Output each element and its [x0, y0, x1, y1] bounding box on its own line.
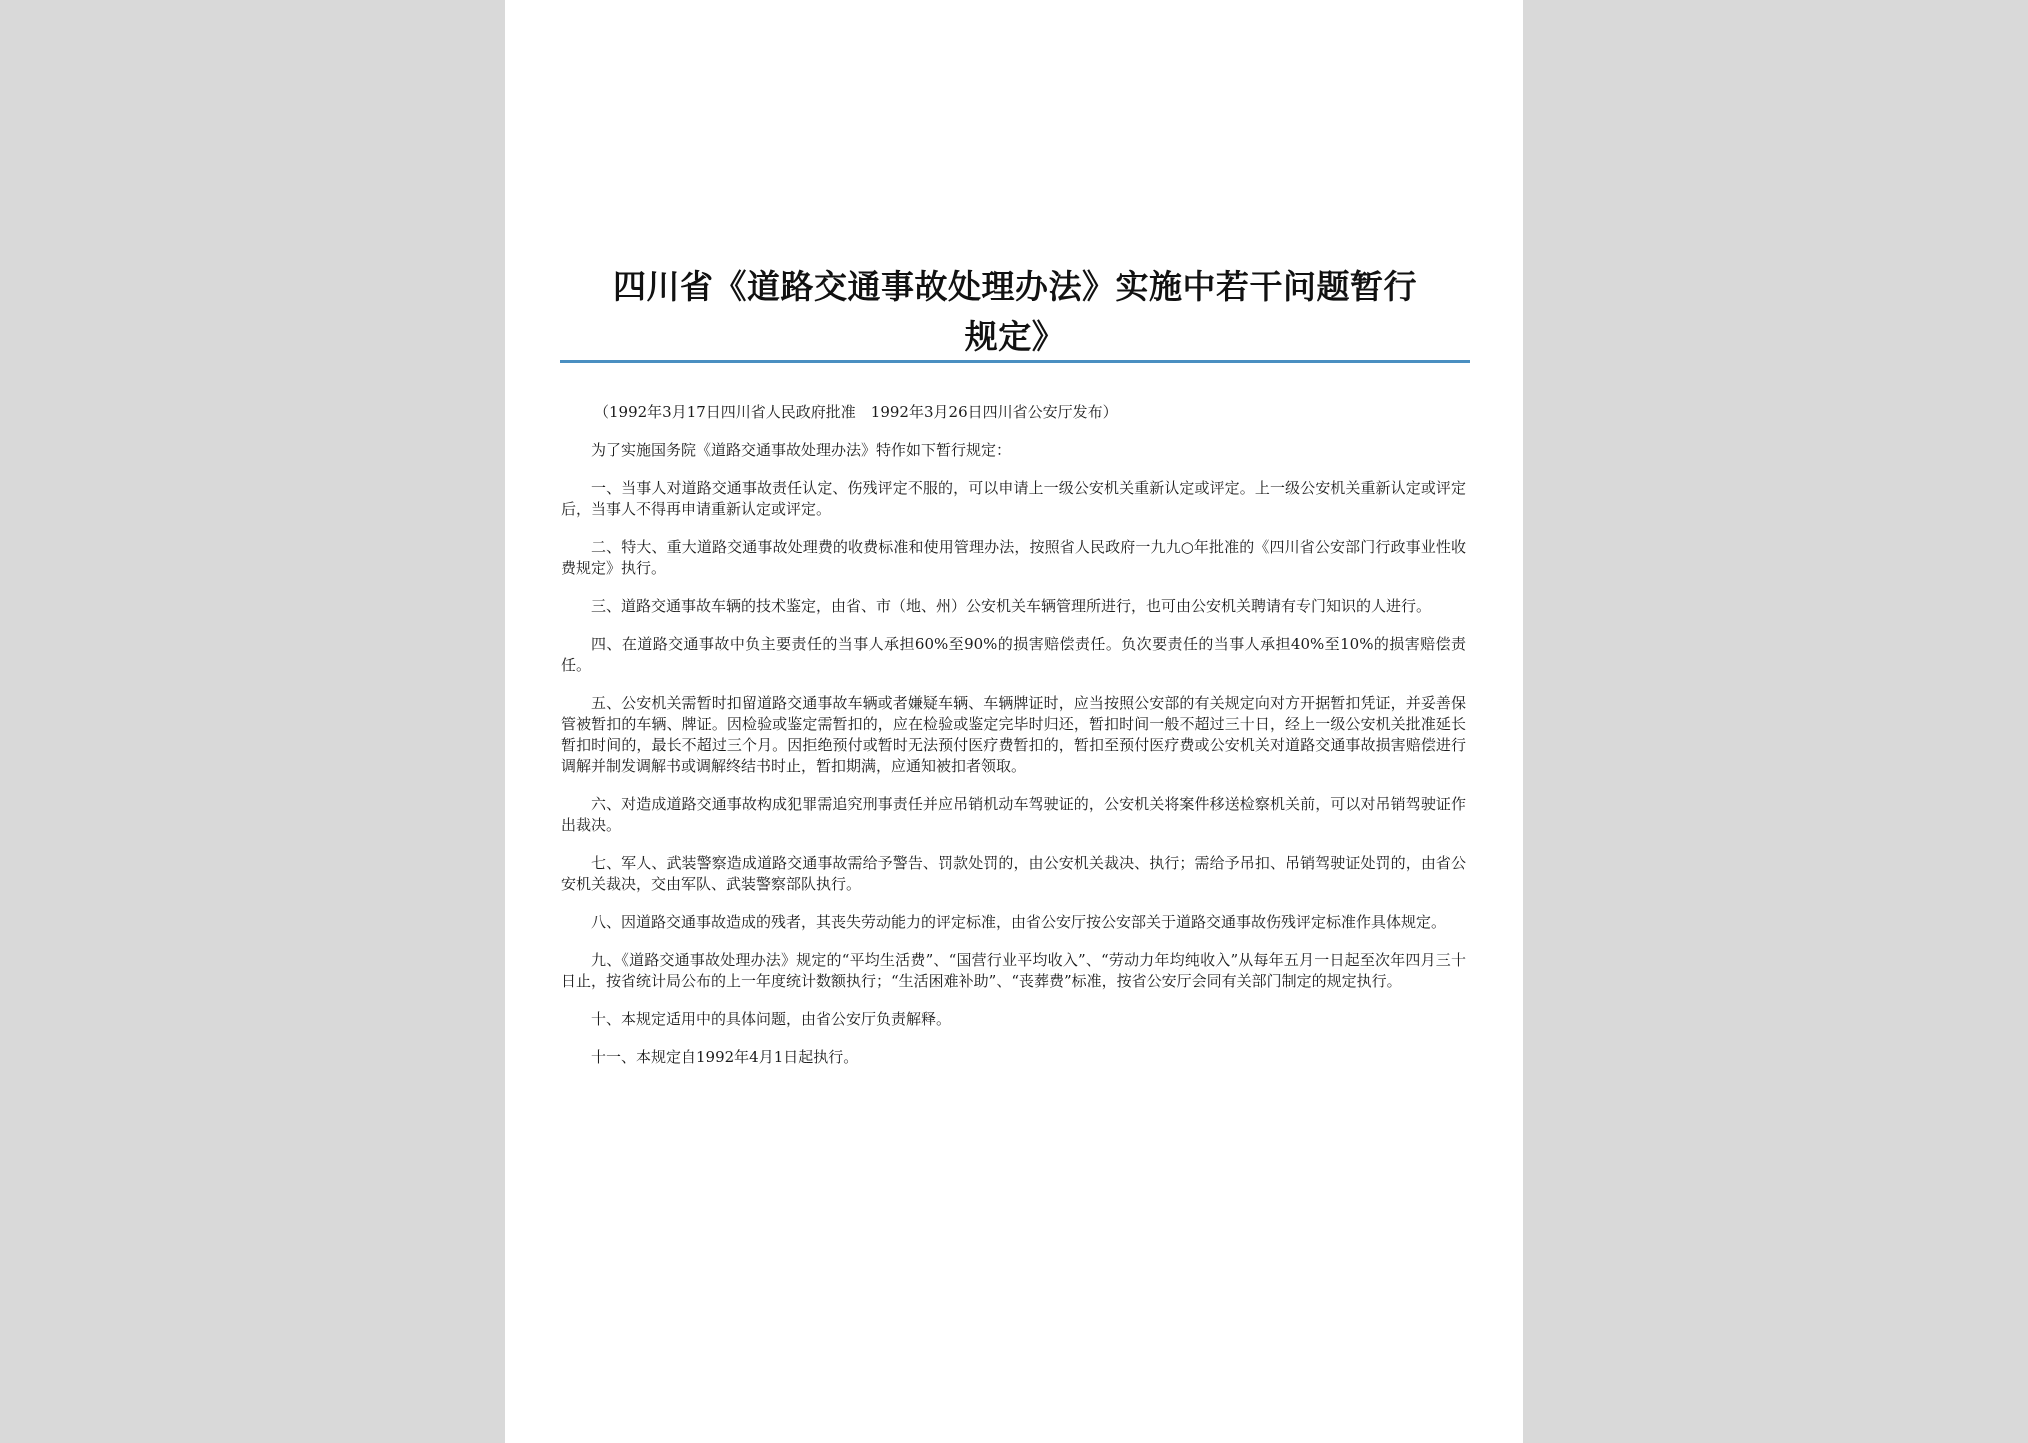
title-divider: [560, 360, 1470, 363]
article-10: 十、本规定适用中的具体问题，由省公安厅负责解释。: [591, 1010, 952, 1028]
intro-paragraph: 为了实施国务院《道路交通事故处理办法》特作如下暂行规定：: [591, 441, 1012, 459]
article-8: 八、因道路交通事故造成的残者，其丧失劳动能力的评定标准，由省公安厅按公安部关于道路交通事故伤残评定标准作具体规定。: [591, 913, 1447, 931]
article-2: 二、特大、重大道路交通事故处理费的收费标准和使用管理办法，按照省人民政府一九九○年批准的《四川省公安部门行政事业性收费规定》执行。: [561, 538, 1466, 577]
title-line-2: 规定》: [964, 317, 1066, 356]
issuance-info: （1992年3月17日四川省人民政府批准 1992年3月26日四川省公安厅发布）: [594, 403, 1118, 421]
document-body: [561, 402, 1466, 1085]
article-4: 四、在道路交通事故中负主要责任的当事人承担60%至90%的损害赔偿责任。负次要责任的当事人承担40%至10%的损害赔偿责任。: [561, 635, 1466, 674]
article-3: 三、道路交通事故车辆的技术鉴定，由省、市（地、州）公安机关车辆管理所进行，也可由公安机关聘请有专门知识的人进行。: [591, 597, 1432, 615]
article-9: 九、《道路交通事故处理办法》规定的“平均生活费”、“国营行业平均收入”、“劳动力年均纯收入”从每年五月一日起至次年四月三十日止，按省统计局公布的上一年度统计数额执行；“生活困难补助”、“丧葬费”标准，按省公安厅会同有关部门制定的规定执行。: [561, 951, 1466, 990]
article-11: 十一、本规定自1992年4月1日起执行。: [591, 1048, 859, 1066]
article-5: 五、公安机关需暂时扣留道路交通事故车辆或者嫌疑车辆、车辆牌证时，应当按照公安部的有关规定向对方开据暂扣凭证，并妥善保管被暂扣的车辆、牌证。因检验或鉴定需暂扣的，应在检验或鉴定完毕时归还，暂扣时间一般不超过三十日，经上一级公安机关批准延长暂扣时间的，最长不超过三个月。因拒绝预付或暂时无法预付医疗费暂扣的，暂扣至预付医疗费或公安机关对道路交通事故损害赔偿进行调解并制发调解书或调解终结书时止，暂扣期满，应通知被扣者领取。: [561, 694, 1466, 775]
article-7: 七、军人、武装警察造成道路交通事故需给予警告、罚款处罚的，由公安机关裁决、执行；需给予吊扣、吊销驾驶证处罚的，由省公安机关裁决，交由军队、武装警察部队执行。: [561, 854, 1466, 893]
title-line-1: 四川省《道路交通事故处理办法》实施中若干问题暂行: [613, 267, 1417, 306]
article-6: 六、对造成道路交通事故构成犯罪需追究刑事责任并应吊销机动车驾驶证的，公安机关将案件移送检察机关前，可以对吊销驾驶证作出裁决。: [561, 795, 1466, 834]
document-page: [505, 0, 1523, 1443]
document-title: [560, 262, 1470, 362]
article-1: 一、当事人对道路交通事故责任认定、伤残评定不服的，可以申请上一级公安机关重新认定或评定。上一级公安机关重新认定或评定后，当事人不得再申请重新认定或评定。: [561, 479, 1466, 518]
